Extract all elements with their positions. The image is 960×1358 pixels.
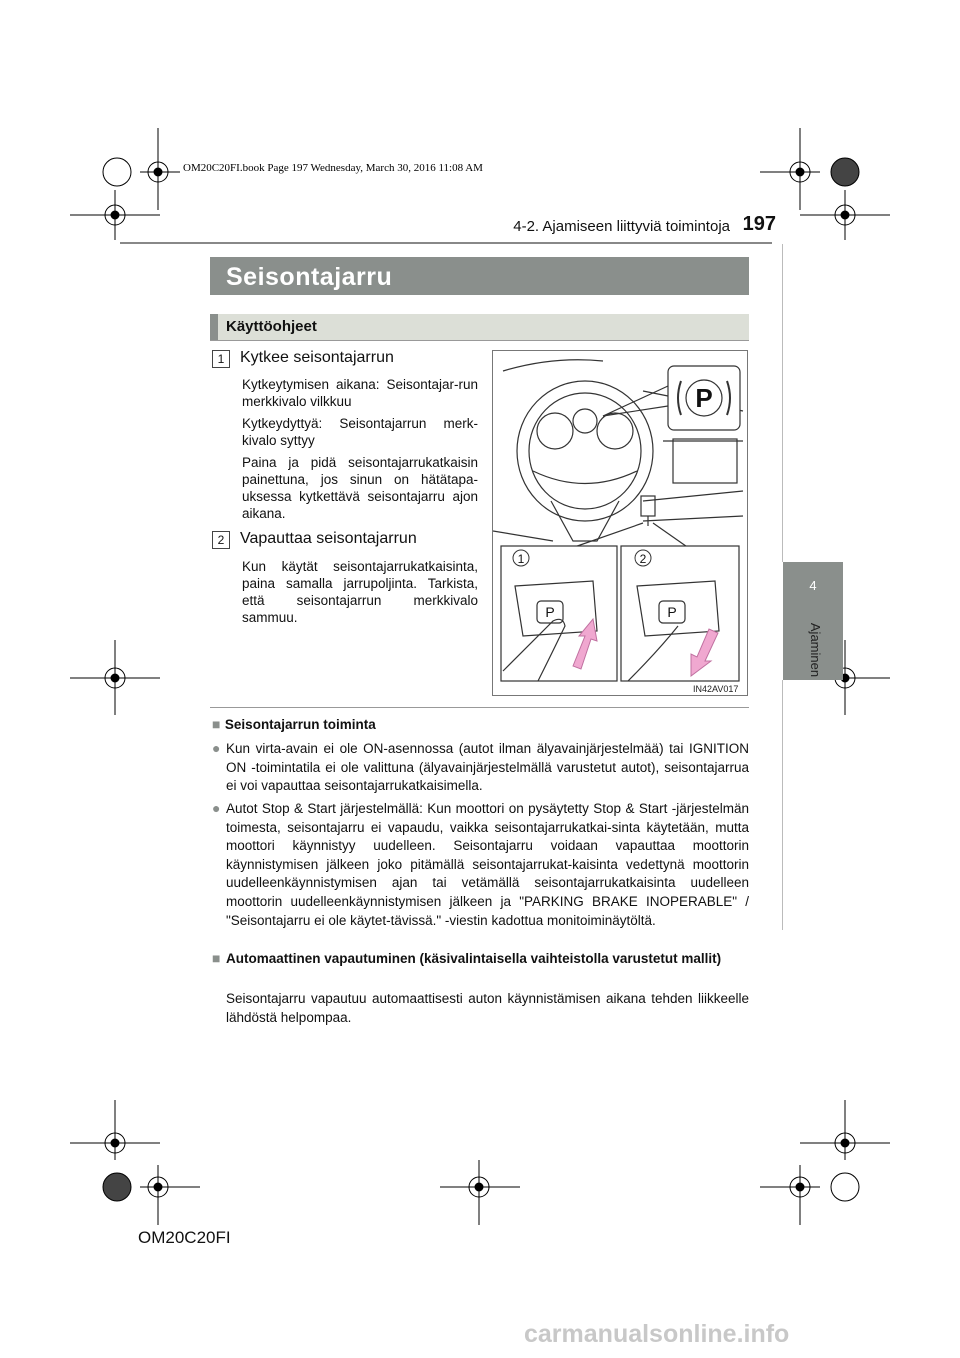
- step-2-paragraph: Kun käytät seisontajarrukatkaisinta, paina samalla jarrupoljinta. Tarkista, että seisontajarrun merkkivalo sammuu.: [242, 559, 478, 625]
- round-bullet-icon: ●: [212, 800, 221, 816]
- parking-brake-figure: [492, 350, 748, 696]
- cockpit-illustration: [493, 351, 747, 695]
- page-number: 197: [742, 213, 776, 235]
- note-bullet-text: Kun virta-avain ei ole ON-asennossa (autot ilman älyavainjärjestelmää) tai IGNITION ON -toimintatila ei ole valittuna (älyavainjärjestelmällä varustetut autot), seisontajarrua ei voi vapauttaa seisontajarrukatkaisimella.: [226, 741, 749, 794]
- figure-code: IN42AV017: [693, 684, 739, 694]
- note-heading-2-block: [212, 950, 749, 968]
- note-heading-1-block: [212, 716, 376, 734]
- step-1-paragraph: Paina ja pidä seisontajarrukatkaisin painettuna, jos sinun on hätätapa-uksessa kytkettävä seisontajarru ajon aikana.: [242, 455, 478, 521]
- section-rule: [210, 707, 749, 708]
- note-2-text: Seisontajarru vapautuu automaattisesti auton käynnistämisen aikana tehden liikkeelle lähdöstä helpompaa.: [226, 991, 749, 1025]
- figure-callout-2: 2: [639, 552, 647, 566]
- book-stamp: OM20C20FI.book Page 197 Wednesday, March 30, 2016 11:08 AM: [183, 162, 483, 174]
- step-title-1: Kytkee seisontajarrun: [240, 349, 394, 366]
- note-bullet-2: [212, 800, 749, 930]
- footer-watermark: carmanualsonline.info: [524, 1320, 790, 1348]
- note-bullet-1: [212, 740, 749, 796]
- side-tab-number: 4: [809, 578, 817, 593]
- footer-code: OM20C20FI: [138, 1228, 231, 1247]
- note-heading-2: Automaattinen vapautuminen (käsivalintaisella vaihteistolla varustetut mallit): [226, 951, 722, 966]
- step-title-2: Vapauttaa seisontajarrun: [240, 530, 417, 547]
- subsection-title: Käyttöohjeet: [226, 318, 317, 335]
- inset-2-switch-symbol: P: [667, 604, 677, 620]
- square-bullet-icon: ■: [212, 950, 221, 966]
- round-bullet-icon: ●: [212, 740, 221, 756]
- square-bullet-icon: ■: [212, 716, 221, 732]
- note-bullet-text: Autot Stop & Start järjestelmällä: Kun moottori on pysäytetty Stop & Start -järjestelmän toimesta, seisontajarru ei vapaudu, vaikka seisontajarrukatkai-sinta käytetään, mutta moottori käynnistyy uudelleen. Seisontajarru voidaan vapauttaa moottorin käynnistymisen jälkeen joko pitämällä seisontajarrukat-kaisinta vedettynä moottorin uudelleenkäynnistymisen ajan tai vetämällä seisontajarrukatkaisinta uudelleen moottorin uudelleenkäynnistymisen jälkeen ja "PARKING BRAKE INOPERABLE" / "Seisontajarru ei ole käytet-tävissä." -viestin kadottua monitoiminäytöltä.: [226, 801, 749, 928]
- callout-switch-symbol: P: [695, 383, 713, 413]
- note-heading-1: Seisontajarrun toiminta: [224, 717, 376, 732]
- header-rule: [120, 242, 772, 244]
- section-title: Seisontajarru: [226, 263, 393, 291]
- side-rule: [782, 680, 783, 930]
- step-1-paragraph: Kytkeydyttyä: Seisontajarrun merk-kivalo syttyy: [242, 416, 478, 448]
- side-tab-label: Ajaminen: [808, 622, 823, 678]
- step-number-1: 1: [212, 350, 230, 368]
- side-rule: [782, 244, 783, 562]
- subsection-rule: [210, 340, 749, 341]
- step-1-paragraph: Kytkeytymisen aikana: Seisontajar-run merkkivalo vilkkuu: [242, 377, 478, 409]
- figure-callout-1: 1: [517, 552, 525, 566]
- inset-1-switch-symbol: P: [545, 604, 555, 620]
- chapter-title: 4-2. Ajamiseen liittyviä toimintoja: [513, 218, 730, 235]
- step-number-2: 2: [212, 531, 230, 549]
